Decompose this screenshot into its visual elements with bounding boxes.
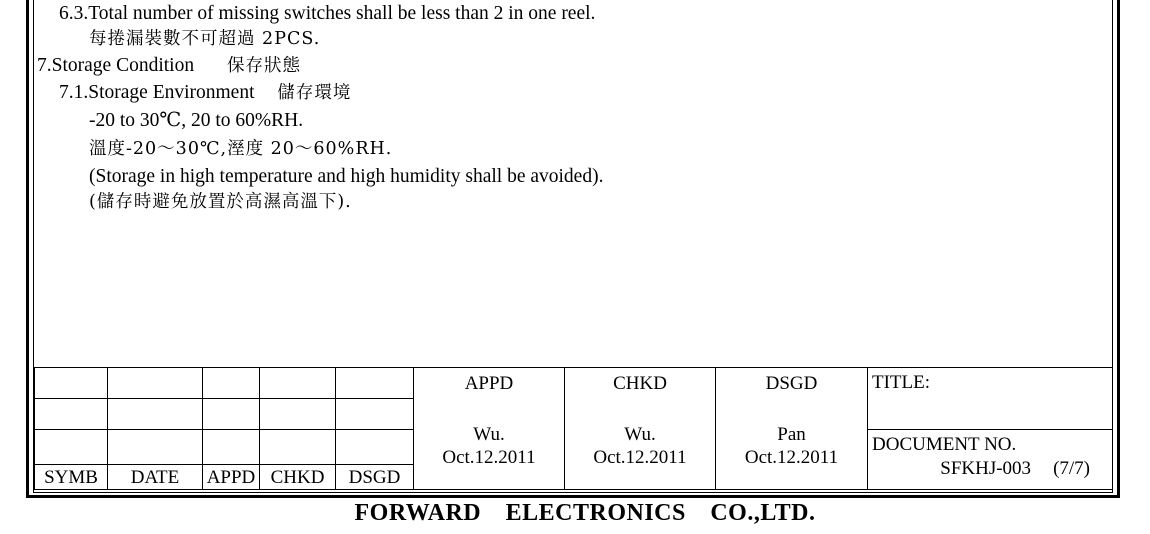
storage-note-english: (Storage in high temperature and high humidity shall be avoided). — [89, 166, 604, 187]
rev-cell — [35, 368, 108, 399]
spec-6-3-english: 6.3.Total number of missing switches shall be less than 2 in one reel. — [59, 3, 596, 24]
rev-cell — [108, 368, 203, 399]
dsgd-signature-cell — [716, 368, 868, 490]
title-block — [34, 367, 1113, 490]
appd-name: Wu. — [473, 424, 505, 445]
title-label: TITLE: — [872, 372, 931, 393]
rev-header-chkd: CHKD — [260, 430, 336, 490]
chkd-name: Wu. — [624, 424, 656, 445]
appd-date: Oct.12.2011 — [442, 447, 536, 468]
rev-cell — [336, 368, 414, 399]
rev-cell — [35, 399, 108, 430]
rev-cell — [203, 399, 260, 430]
section-7-heading — [37, 54, 301, 78]
chkd-date: Oct.12.2011 — [593, 447, 687, 468]
storage-range-chinese: 溫度-20～30℃,溼度 20～60%RH. — [89, 139, 393, 159]
section-7-chinese: 保存狀態 — [226, 56, 301, 76]
storage-range-english: -20 to 30℃, 20 to 60%RH. — [89, 110, 304, 131]
rev-cell — [260, 399, 336, 430]
document-number: SFKHJ-003 — [940, 458, 1032, 479]
rev-cell — [203, 368, 260, 399]
dsgd-name: Pan — [777, 424, 806, 445]
company-name: FORWARD ELECTRONICS CO.,LTD. — [354, 500, 816, 526]
rev-header-dsgd: DSGD — [336, 430, 414, 490]
rev-cell — [260, 368, 336, 399]
section-7-1-chinese: 儲存環境 — [277, 83, 352, 103]
rev-header-date: DATE — [108, 430, 203, 490]
document-number-cell — [868, 430, 1113, 490]
page-indicator: (7/7) — [1053, 458, 1090, 479]
section-7-english: 7.Storage Condition — [37, 55, 195, 76]
appd-role: APPD — [464, 373, 514, 394]
spec-6-3-chinese: 每捲漏裝數不可超過 2PCS. — [89, 29, 321, 49]
rev-header-appd: APPD — [203, 430, 260, 490]
chkd-role: CHKD — [613, 373, 667, 394]
rev-cell — [108, 399, 203, 430]
dsgd-role: DSGD — [765, 373, 818, 394]
rev-cell — [336, 399, 414, 430]
storage-note-chinese: (儲存時避免放置於高濕高溫下). — [89, 192, 352, 212]
document-number-label: DOCUMENT NO. — [872, 434, 1017, 455]
section-7-1-english: 7.1.Storage Environment — [59, 82, 255, 103]
dsgd-date: Oct.12.2011 — [744, 447, 839, 468]
section-7-1-heading — [59, 81, 351, 105]
title-cell — [868, 368, 1113, 430]
chkd-signature-cell — [565, 368, 716, 490]
rev-header-symb: SYMB — [35, 430, 108, 490]
appd-signature-cell — [414, 368, 565, 490]
